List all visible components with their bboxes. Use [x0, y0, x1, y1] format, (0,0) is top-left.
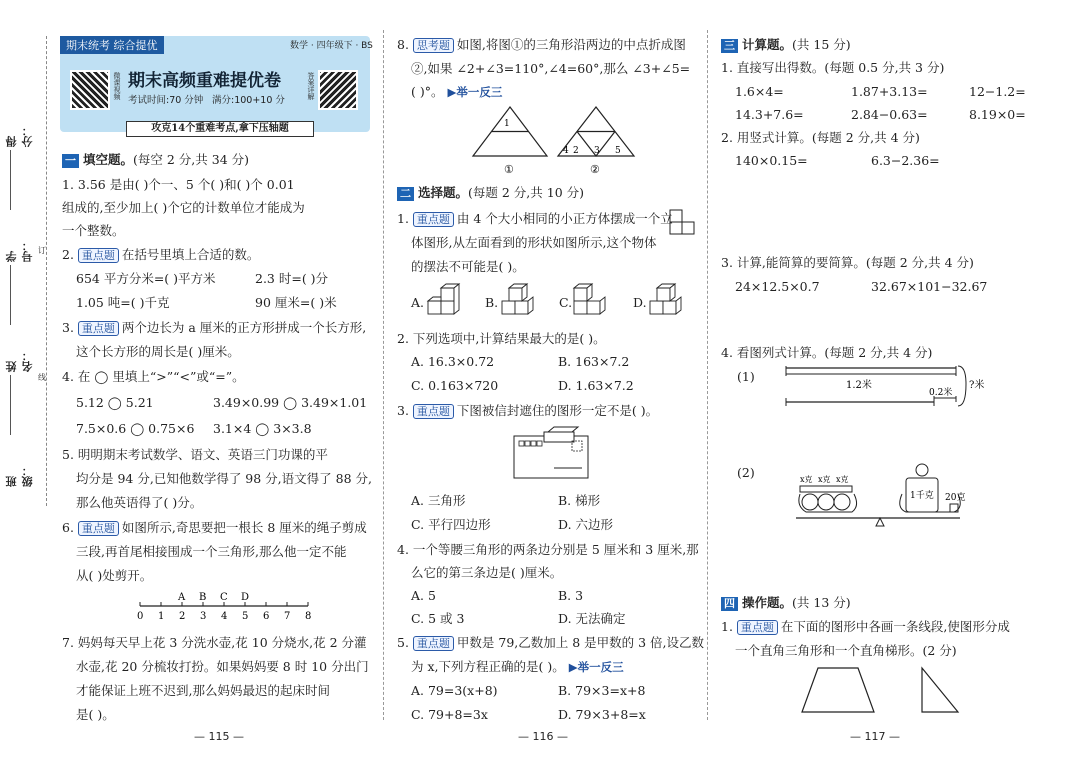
q5-line2: 均分是 94 分,已知他数学得了 98 分,语文得了 88 分, [76, 471, 372, 486]
q8-line3: ( )°。 ▶举一反三 [411, 84, 503, 99]
c4-option: C. 5 或 3 [411, 611, 465, 626]
ruler-figure [136, 590, 316, 622]
weight-label: x克 [818, 475, 831, 484]
column-divider [707, 30, 708, 720]
ruler-letter: D [241, 592, 250, 603]
weight-label: x克 [800, 475, 813, 484]
q2-item: 654 平方分米=( )平方米 [76, 271, 216, 286]
cut-mark: 订 [38, 246, 46, 255]
c2-option: A. 16.3×0.72 [411, 354, 495, 369]
ruler-number: 5 [242, 611, 249, 622]
angle-label: 4 [563, 146, 569, 156]
ruler-number: 6 [263, 611, 270, 622]
q4-stem: 4. 在 ◯ 里填上“>”“<”或“=”。 [62, 369, 245, 384]
score-label: 得分： [5, 125, 34, 147]
page-number: — 115 — [194, 730, 244, 743]
figure-label: ② [590, 163, 600, 176]
q7-line1: 7. 妈妈每天早上花 3 分洗水壶,花 10 分烧水,花 2 分灌 [62, 635, 367, 650]
option-b-label: B. [485, 295, 499, 310]
c4-line1: 4. 一个等腰三角形的两条边分别是 5 厘米和 3 厘米,那 [397, 542, 699, 557]
name-label: 姓名： [5, 350, 34, 372]
c2-option: B. 163×7.2 [558, 354, 630, 369]
ruler-number: 7 [284, 611, 291, 622]
c5-option: D. 79×3+8=x [558, 707, 646, 722]
page-number: — 116 — [518, 730, 568, 743]
k3-item: 24×12.5×0.7 [735, 279, 820, 294]
ruler-number: 8 [305, 611, 312, 622]
c5-option: A. 79=3(x+8) [411, 683, 498, 698]
trapezoid-shape [802, 668, 874, 712]
section-3-title: 三 计算题。(共 15 分) [721, 36, 851, 53]
q2-item: 90 厘米=( )米 [255, 295, 337, 310]
q7-line3: 才能保证上班不迟到,那么妈妈最迟的起床时间 [76, 683, 330, 698]
q2-item: 1.05 吨=( )千克 [76, 295, 170, 310]
c2-stem: 2. 下列选项中,计算结果最大的是( )。 [397, 331, 606, 346]
column-divider [383, 30, 384, 720]
header-subject: 数学 · 四年级下 · BS [290, 41, 373, 51]
c1-line3: 的摆法不可能是( )。 [411, 259, 525, 274]
q2-stem: 2. 重点题 在括号里填上合适的数。 [62, 247, 260, 262]
length-label: ?米 [969, 380, 985, 391]
c5-line2: 为 x,下列方程正确的是( )。 ▶举一反三 [411, 659, 624, 674]
c3-option: B. 梯形 [558, 493, 601, 508]
o1-line2: 一个直角三角形和一个直角梯形。(2 分) [735, 643, 957, 658]
qr-caption: 答案详解 [307, 72, 315, 100]
k1-stem: 1. 直接写出得数。(每题 0.5 分,共 3 分) [721, 60, 945, 75]
c4-option: D. 无法确定 [558, 611, 626, 626]
q4-item: 7.5×0.6 ◯ 0.75×6 [76, 421, 195, 436]
k1-item: 8.19×0= [969, 107, 1026, 122]
q7-line4: 是( )。 [76, 707, 115, 722]
k3-item: 32.67×101−32.67 [871, 279, 988, 294]
full-score: 满分:100+10 分 [212, 95, 285, 106]
weight-label: 1千克 [910, 491, 934, 501]
q6-line3: 从( )处剪开。 [76, 568, 153, 583]
class-label: 班级： [5, 465, 34, 487]
q4-item: 3.1×4 ◯ 3×3.8 [213, 421, 312, 436]
q8-line1: 8. 思考题 如图,将图①的三角形沿两边的中点折成图 [397, 37, 686, 52]
weight-label: 20克 [945, 493, 966, 503]
q3-line1: 3. 重点题 两个边长为 a 厘米的正方形拼成一个长方形, [62, 320, 367, 335]
q4-item: 5.12 ◯ 5.21 [76, 395, 154, 410]
paper-title: 期末高频重难提优卷 [128, 71, 281, 91]
ruler-letter: A [178, 592, 186, 603]
option-c-label: C. [559, 295, 573, 310]
c5-option: B. 79×3=x+8 [558, 683, 646, 698]
q2-item: 2.3 时=( )分 [255, 271, 329, 286]
c1-options [411, 284, 691, 320]
section-1-title: 一 填空题。(每空 2 分,共 34 分) [62, 151, 249, 168]
k1-item: 1.6×4= [735, 84, 784, 99]
option-d-label: D. [633, 295, 647, 310]
student-id-label: 学号： [5, 240, 34, 262]
balance-scale-figure [792, 460, 982, 540]
c3-option: C. 平行四边形 [411, 517, 491, 532]
ruler-number: 4 [221, 611, 228, 622]
k3-stem: 3. 计算,能简算的要简算。(每题 2 分,共 4 分) [721, 255, 974, 270]
c3-stem: 3. 重点题 下图被信封遮住的图形一定不是( )。 [397, 403, 659, 418]
figure-label: ① [504, 163, 514, 176]
length-label: 0.2米 [929, 388, 953, 398]
c3-option: A. 三角形 [411, 493, 466, 508]
ruler-number: 3 [200, 611, 207, 622]
ruler-number: 0 [137, 611, 144, 622]
qr-code-icon [70, 70, 110, 110]
exam-time: 考试时间:70 分钟 [128, 95, 204, 106]
ruler-letter: C [220, 592, 228, 603]
c5-option: C. 79+8=3x [411, 707, 488, 722]
angle-label: 5 [615, 146, 621, 156]
angle-label: 1 [504, 119, 510, 129]
ruler-number: 1 [158, 611, 165, 622]
c5-line1: 5. 重点题 甲数是 79,乙数加上 8 是甲数的 3 倍,设乙数 [397, 635, 705, 650]
q1-line2: 组成的,至少加上( )个它的计数单位才能成为 [62, 200, 305, 215]
q6-line2: 三段,再首尾相接围成一个三角形,那么他一定不能 [76, 544, 347, 559]
c4-option: A. 5 [411, 588, 436, 603]
c4-option: B. 3 [558, 588, 584, 603]
ruler-letter: B [199, 592, 207, 603]
q1-line1: 1. 3.56 是由( )个一、5 个( )和( )个 0.01 [62, 177, 295, 192]
weight-label: x克 [836, 475, 849, 484]
trapezoid-triangle-figure [800, 664, 970, 716]
q6-line1: 6. 重点题 如图所示,奇思要把一根长 8 厘米的绳子剪成 [62, 520, 367, 535]
k4-part1-label: (1) [737, 369, 755, 384]
folded-triangle-figure [470, 104, 640, 176]
k1-item: 2.84−0.63= [851, 107, 928, 122]
c3-option: D. 六边形 [558, 517, 614, 532]
ruler-number: 2 [179, 611, 186, 622]
left-view-icon [668, 208, 698, 238]
header-slogan: 攻克14个重难考点,拿下压轴题 [126, 121, 314, 137]
c2-option: D. 1.63×7.2 [558, 378, 634, 393]
q7-line2: 水壶,花 20 分梳妆打扮。如果妈妈要 8 时 10 分出门 [76, 659, 369, 674]
k2-item: 6.3−2.36= [871, 153, 940, 168]
qr-caption: 微课视频 [113, 72, 121, 100]
c4-line2: 么它的第三条边是( )厘米。 [411, 565, 563, 580]
cube-stack-icon [499, 284, 543, 318]
header-badge: 期末统考 综合提优 [60, 36, 164, 54]
q4-item: 3.49×0.99 ◯ 3.49×1.01 [213, 395, 368, 410]
k1-item: 12−1.2= [969, 84, 1026, 99]
angle-label: 3 [594, 146, 600, 156]
cube-stack-icon [427, 284, 471, 318]
page-number: — 117 — [850, 730, 900, 743]
c1-line1: 1. 重点题 由 4 个大小相同的小正方体摆成一个立 [397, 211, 673, 226]
cube-stack-icon [573, 284, 617, 318]
q1-line3: 一个整数。 [62, 223, 125, 238]
length-label: 1.2米 [846, 380, 872, 391]
envelope-figure [510, 424, 594, 482]
c2-option: C. 0.163×720 [411, 378, 499, 393]
k1-item: 1.87+3.13= [851, 84, 928, 99]
k2-stem: 2. 用竖式计算。(每题 2 分,共 4 分) [721, 130, 920, 145]
section-2-title: 二 选择题。(每题 2 分,共 10 分) [397, 184, 584, 201]
triangle-shape [922, 668, 958, 712]
k4-part2-label: (2) [737, 465, 755, 480]
k1-item: 14.3+7.6= [735, 107, 804, 122]
cube-stack-icon [649, 284, 693, 318]
q5-line1: 5. 明明期末考试数学、语文、英语三门功课的平 [62, 447, 328, 462]
qr-code-icon [318, 70, 358, 110]
option-a-label: A. [411, 295, 425, 310]
q5-line3: 那么他英语得了( )分。 [76, 495, 203, 510]
k2-item: 140×0.15= [735, 153, 808, 168]
angle-label: 2 [573, 146, 579, 156]
q3-line2: 这个长方形的周长是( )厘米。 [76, 344, 240, 359]
section-4-title: 四 操作题。(共 13 分) [721, 594, 851, 611]
cut-mark: 线 [38, 373, 46, 382]
k4-stem: 4. 看图列式计算。(每题 2 分,共 4 分) [721, 345, 933, 360]
c1-line2: 体图形,从左面看到的形状如图所示,这个物体 [411, 235, 657, 250]
segment-diagram [784, 362, 984, 412]
q8-line2: ②,如果 ∠2+∠3=110°,∠4=60°,那么 ∠3+∠5= [411, 61, 691, 76]
o1-line1: 1. 重点题 在下面的图形中各画一条线段,使图形分成 [721, 619, 1010, 634]
